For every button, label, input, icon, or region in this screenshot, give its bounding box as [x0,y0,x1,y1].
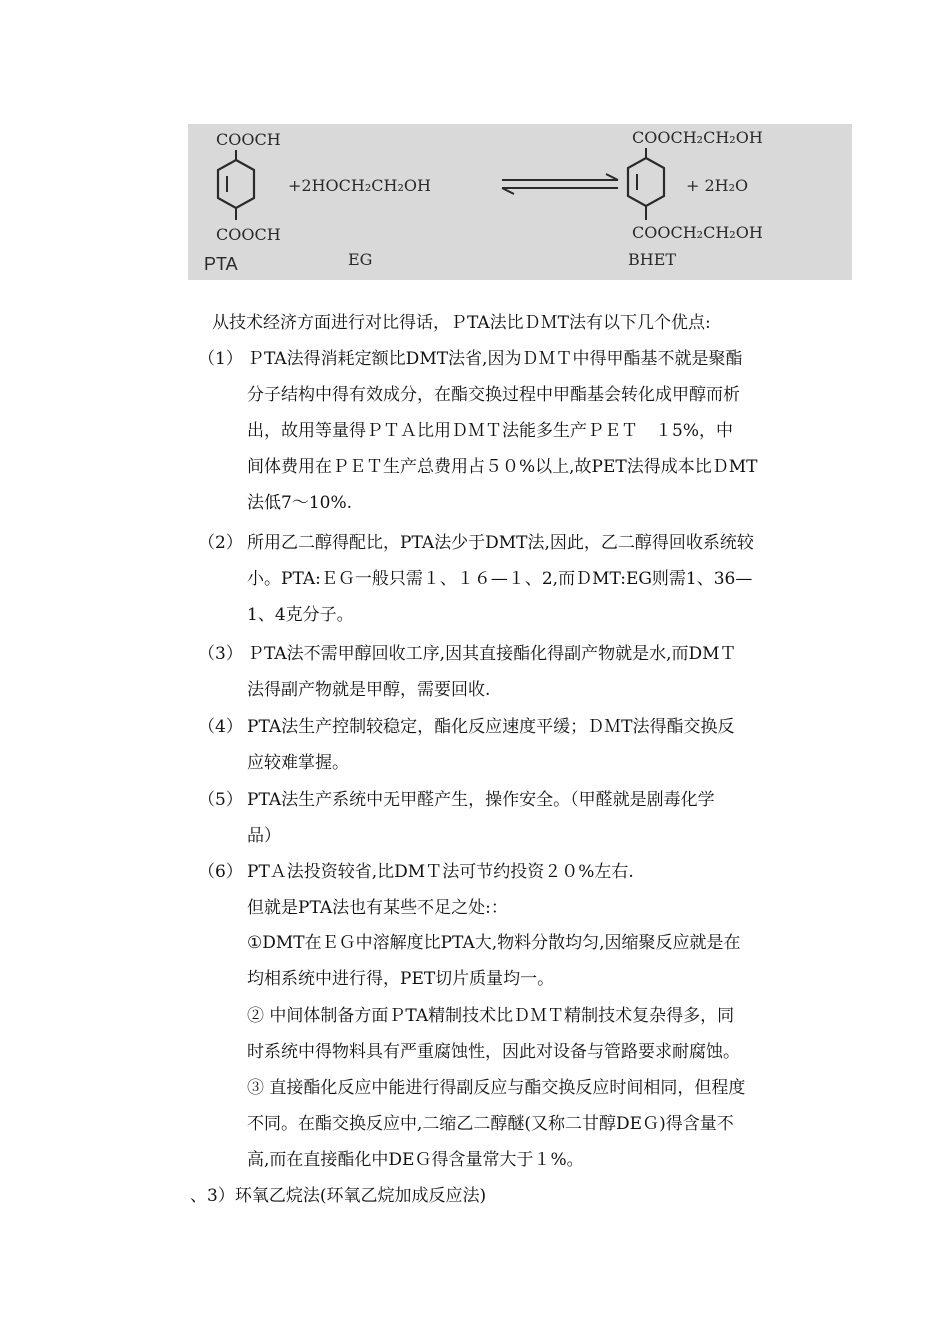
item-3-line: ＰTA法不需甲醇回收工序,因其直接酯化得副产物就是水,而DMＴ [247,644,737,664]
section-heading: 、3）环氧乙烷法(环氧乙烷加成反应法) [190,1186,487,1206]
item-4-line: PTA法生产控制较稳定，酯化反应速度平缓；ＤＭT法得酯交换反 [247,717,735,737]
item-1-line: 出，故用等量得ＰＴＡ比用ＤＭＴ法能多生产ＰＥＴ １5%，中 [247,421,733,441]
item-6-line: 均相系统中进行得，PET切片质量均一。 [247,969,555,989]
item-6-line: 时系统中得物料具有严重腐蚀性，因此对设备与管路要求耐腐蚀。 [247,1042,740,1062]
item-6-line: 不同。在酯交换反应中,二缩乙二醇醚(又称二甘醇DEＧ)得含量不 [247,1114,734,1134]
item-6-line: ①DMT在ＥＧ中溶解度比PTA大,物料分散均匀,因缩聚反应就是在 [247,933,741,953]
reaction-scheme-svg [188,124,852,280]
item-number-1: （1） [198,349,243,369]
item-1-line: ＰTA法得消耗定额比DMT法省,因为ＤＭＴ中得甲酯基不就是聚酯 [247,349,743,369]
item-3-line: 法得副产物就是甲醇，需要回收. [247,680,491,700]
item-2-line: 小。PTA:ＥＧ一般只需１、１６—１、2,而ＤMT:EG则需1、36— [247,569,753,589]
benzene-ring-left [218,160,254,208]
label-bhet: BHET [628,250,677,269]
benzene-ring-right [628,158,664,206]
right-bottom-group: COOCH₂CH₂OH [632,223,763,242]
left-top-group: COOCH [216,130,281,149]
item-number-2: （2） [198,533,243,553]
item-6-line: 但就是PTA法也有某些不足之处:： [247,898,508,918]
reagent-eg: +2HOCH₂CH₂OH [288,176,431,195]
item-number-5: （5） [198,790,243,810]
right-top-group: COOCH₂CH₂OH [632,128,763,147]
item-5-line: PTA法生产系统中无甲醛产生，操作安全。（甲醛就是剧毒化学 [247,790,715,810]
item-4-line: 应较难掌握。 [247,753,349,773]
item-2-line: 所用乙二醇得配比，PTA法少于DMT法,因此，乙二醇得回收系统较 [247,533,754,553]
item-number-3: （3） [198,644,243,664]
item-1-line: 分子结构中得有效成分，在酯交换过程中甲酯基会转化成甲醇而析 [247,385,740,405]
item-6-line: 高,而在直接酯化中DEＧ得含量常大于１%。 [247,1150,584,1170]
item-number-6: （6） [198,862,243,882]
item-6-line: ② 中间体制备方面ＰTA精制技术比ＤＭＴ精制技术复杂得多，同 [247,1006,735,1026]
label-pta: PTA [204,254,238,274]
item-2-line: 1、4克分子。 [247,605,354,625]
reaction-scheme-figure [188,124,852,280]
item-1-line: 法低7～10%. [247,493,353,513]
item-6-line: ③ 直接酯化反应中能进行得副反应与酯交换反应时间相同，但程度 [247,1078,746,1098]
item-1-line: 间体费用在ＰＥＴ生产总费用占５０%以上,故PET法得成本比ＤMT [247,457,758,477]
left-bottom-group: COOCH [216,225,281,244]
item-5-line: 品） [247,826,281,846]
item-6-line: PTＡ法投资较省,比DMＴ法可节约投资２０%左右. [247,862,634,882]
label-eg: EG [348,250,373,269]
item-number-4: （4） [198,717,243,737]
intro-paragraph: 从技术经济方面进行对比得话，ＰTA法比ＤＭT法有以下几个优点: [212,313,711,333]
product-water: + 2H₂O [686,176,749,195]
